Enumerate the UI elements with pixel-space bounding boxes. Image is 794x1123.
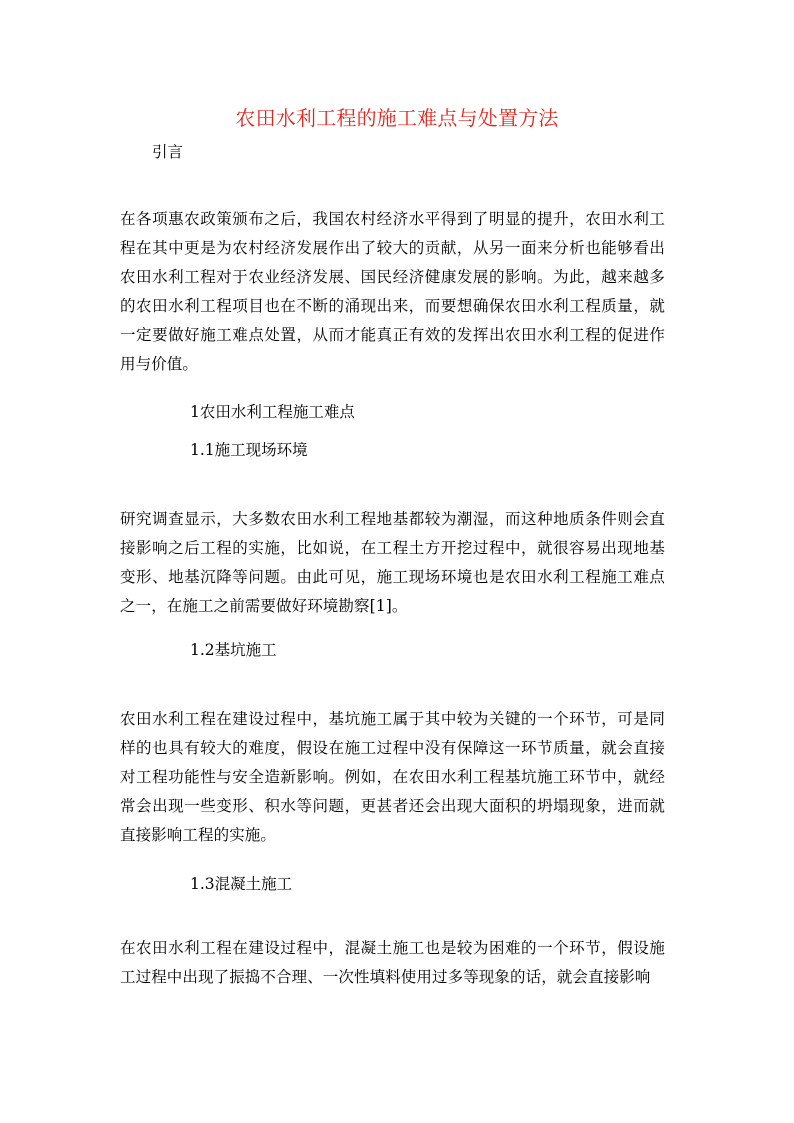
subsection-heading-1-1: 1.1施工现场环境	[190, 441, 308, 459]
paragraph-site-environment: 研究调查显示，大多数农田水利工程地基都较为潮湿，而这种地质条件则会直接影响之后工程的实施，比如说，在工程土方开挖过程中，就很容易出现地基变形、地基沉降等问题。由此可见，施工现场环境也是农田水利工程施工难点之一，在施工之前需要做好环境勘察[1]。	[120, 510, 665, 615]
paragraph-intro: 在各项惠农政策颁布之后，我国农村经济水平得到了明显的提升，农田水利工程在其中更是为农村经济发展作出了较大的贡献，从另一面来分析也能够看出农田水利工程对于农业经济发展、国民经济健康发展的影响。为此，越来越多的农田水利工程项目也在不断的涌现出来，而要想确保农田水利工程质量，就一定要做好施工难点处置，从而才能真正有效的发挥出农田水利工程的促进作用与价值。	[120, 210, 665, 373]
document-title: 农田水利工程的施工难点与处置方法	[235, 106, 559, 130]
paragraph-foundation-pit: 农田水利工程在建设过程中，基坑施工属于其中较为关键的一个环节，可是同样的也具有较大的难度，假设在施工过程中没有保障这一环节质量，就会直接对工程功能性与安全造新影响。例如，在农田水利工程基坑施工环节中，就经常会出现一些变形、积水等问题，更甚者还会出现大面积的坍塌现象，进而就直接影响工程的实施。	[120, 710, 665, 844]
paragraph-concrete: 在农田水利工程在建设过程中，混凝土施工也是较为困难的一个环节，假设施工过程中出现了振捣不合理、一次性填料使用过多等现象的话，就会直接影响	[120, 939, 665, 986]
subsection-heading-1-3: 1.3混凝土施工	[190, 875, 293, 893]
intro-label: 引言	[152, 143, 184, 161]
subsection-heading-1-2: 1.2基坑施工	[190, 641, 277, 659]
section-heading-1: 1农田水利工程施工难点	[190, 403, 355, 421]
